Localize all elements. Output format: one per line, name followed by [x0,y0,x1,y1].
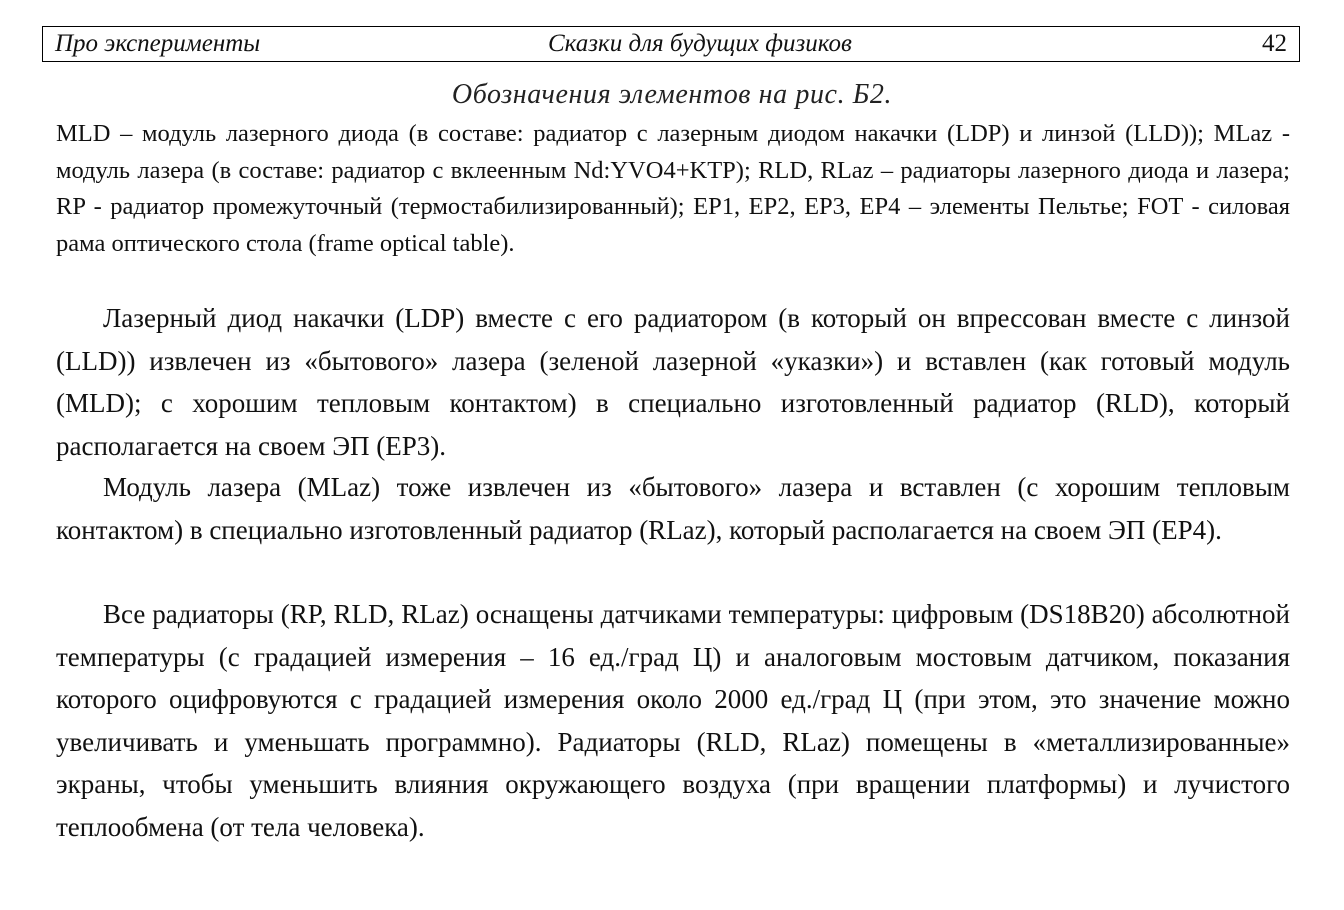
paragraph-1: Лазерный диод накачки (LDP) вместе с его радиатором (в который он впрессован вместе с линзой (LLD)) извлечен из «бытового» лазера (зеленой лазерной «указки») и вставлен (как готовый модуль (MLD); с хорошим тепловым контактом) в специально изготовленный радиатор (RLD), который располагается на своем ЭП (EP3). [56,303,1290,461]
paragraph-3: Все радиаторы (RP, RLD, RLaz) оснащены датчиками температуры: цифровым (DS18B20) абсолютной температуры (с градацией измерения – 16 ед./град Ц) и аналоговым мостовым датчиком, показания которого оцифровуются с градацией измерения около 2000 ед./град Ц (при этом, это значение можно увеличивать и уменьшать программно). Радиаторы (RLD, RLaz) помещены в «металлизированные» экраны, чтобы уменьшить влияния окружающего воздуха (при вращении платформы) и лучистого теплообмена (от тела человека). [56,599,1290,842]
header-section-title: Про эксперименты [55,30,261,57]
running-header [42,26,1300,62]
page-number: 42 [1262,30,1287,57]
figure-legend-caption: Обозначения элементов на рис. Б2. [451,79,893,110]
figure-legend-text: MLD – модуль лазерного диода (в составе: радиатор с лазерным диодом накачки (LDP) и линзой (LLD)); MLaz - модуль лазера (в составе: радиатор с вклеенным Nd:YVO4+KTP); RLD, RLaz – радиаторы лазерного диода и лазера; RP - радиатор промежуточный (термостабилизированный); EP1, EP2, EP3, EP4 – элементы Пельтье; FOT - силовая рама оптического стола (frame optical table). [56,120,1290,257]
header-book-title: Сказки для будущих физиков [548,30,852,57]
paragraph-2: Модуль лазера (MLaz) тоже извлечен из «бытового» лазера и вставлен (с хорошим тепловым контактом) в специально изготовленный радиатор (RLaz), который располагается на своем ЭП (EP4). [56,472,1290,545]
